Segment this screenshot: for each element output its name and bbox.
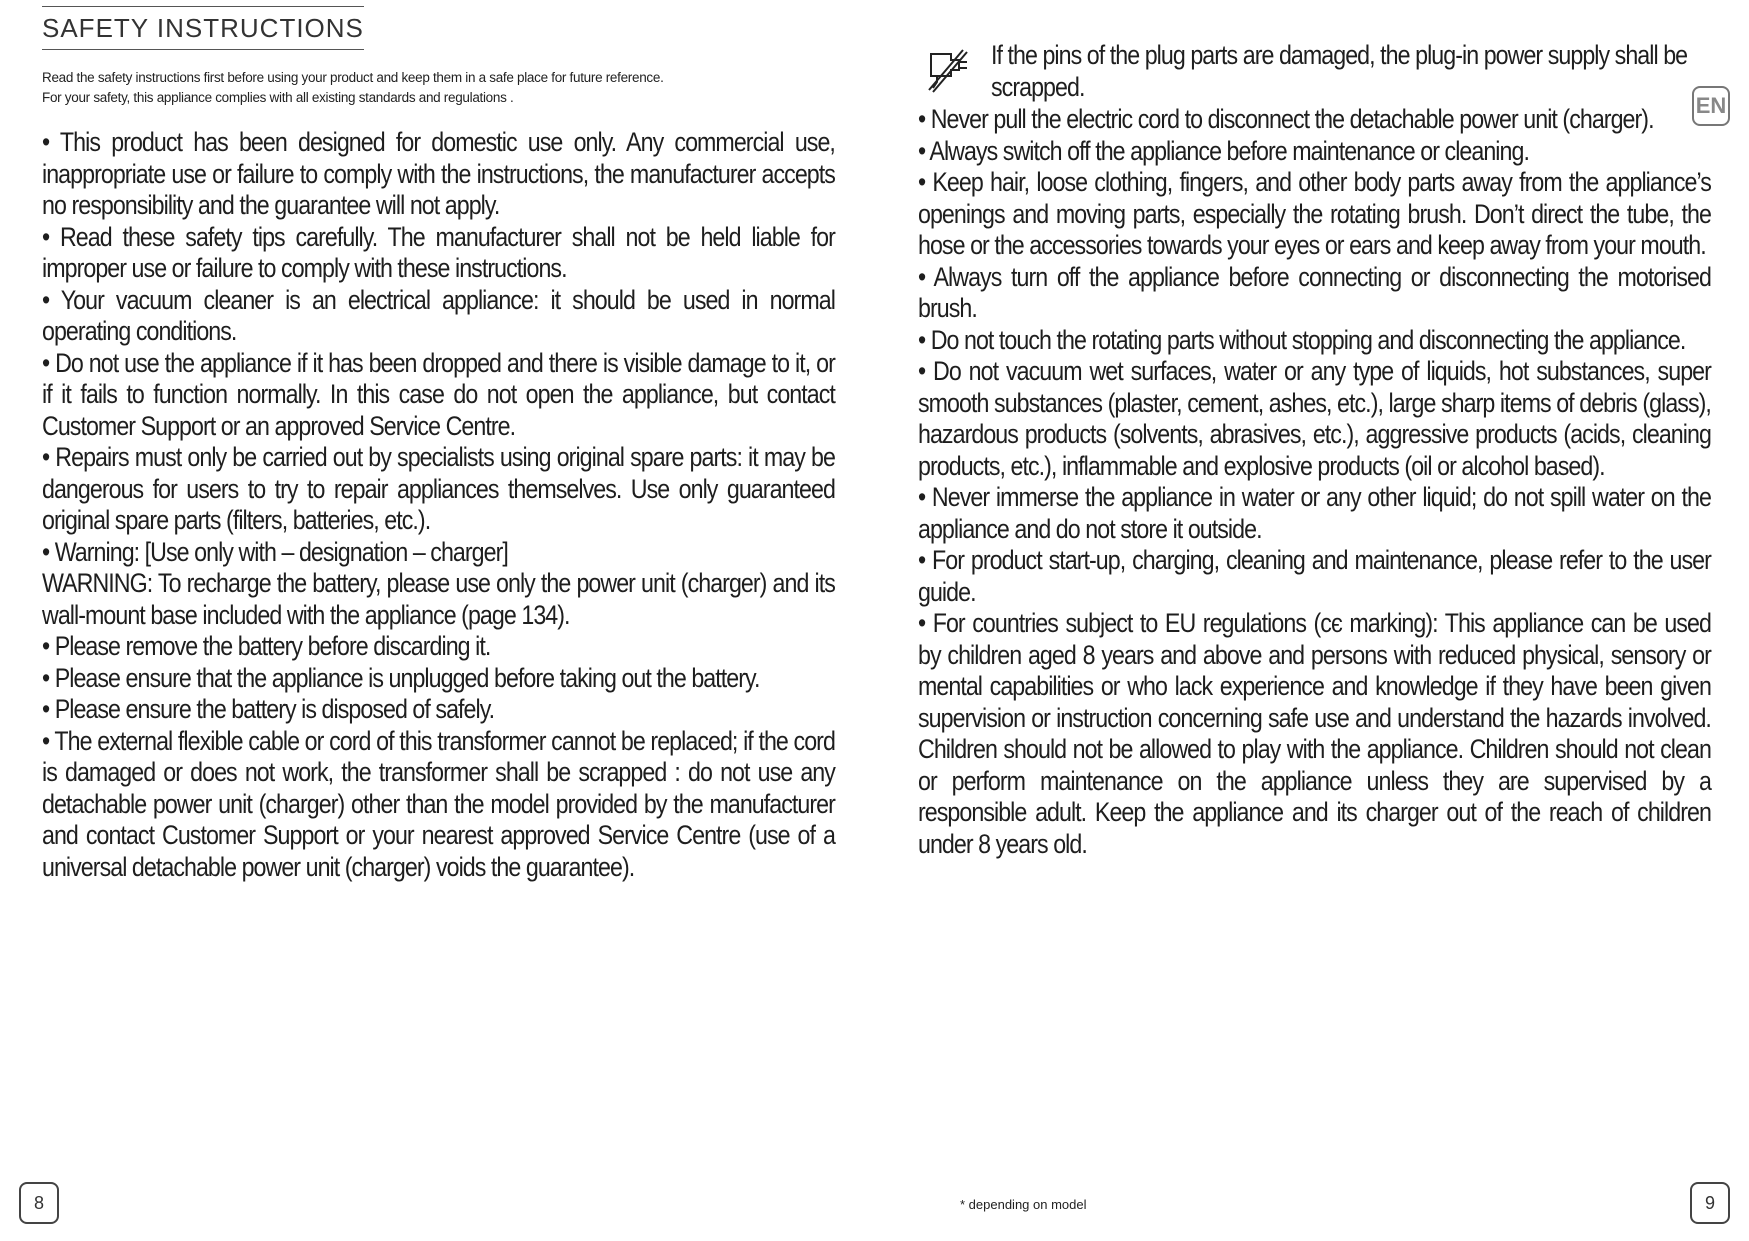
language-badge: EN: [1692, 86, 1730, 126]
instruction-paragraph: • Repairs must only be carried out by specialists using original spare parts: it may be dangerous for users to try to repair appliances themselves. Use only guaranteed original spare parts (filters, batteries, etc.).: [42, 442, 835, 535]
right-instructions: [918, 104, 1711, 860]
intro-line: For your safety, this appliance complies with all existing standards and regulations .: [42, 90, 514, 105]
instruction-paragraph: • This product has been designed for domestic use only. Any commercial use, inappropriate use or failure to comply with the instructions, the manufacturer accepts no responsibility and the guarantee will not apply.: [42, 127, 835, 220]
instruction-paragraph: • Please ensure the battery is disposed of safely.: [42, 694, 495, 724]
instruction-paragraph: • Keep hair, loose clothing, fingers, and other body parts away from the appliance’s openings and moving parts, especially the rotating brush. Don’t direct the tube, the hose or the accessories towards your eyes or ears and keep away from your mouth.: [918, 167, 1711, 260]
left-page: [0, 0, 874, 1241]
instruction-paragraph: • Please remove the battery before discarding it.: [42, 631, 491, 661]
instruction-paragraph: • For product start-up, charging, cleaning and maintenance, please refer to the user guide.: [918, 545, 1711, 607]
instruction-paragraph: • Always switch off the appliance before maintenance or cleaning.: [918, 135, 1529, 166]
notice-text: If the pins of the plug parts are damaged, the plug-in power supply shall be scrapped.: [991, 40, 1688, 102]
instruction-paragraph: • Never pull the electric cord to disconnect the detachable power unit (charger).: [918, 104, 1654, 134]
instruction-paragraph: • Always turn off the appliance before connecting or disconnecting the motorised brush.: [918, 261, 1711, 323]
right-page: [875, 0, 1749, 1241]
damaged-plug-icon: [923, 48, 971, 94]
plug-notice: [923, 40, 1743, 108]
warning-paragraph: WARNING: To recharge the battery, please use only the power unit (charger) and its wall-mount base included with the appliance (page 134).: [42, 568, 835, 630]
page-number-right: 9: [1690, 1182, 1730, 1224]
page-number-left: 8: [19, 1182, 59, 1224]
instruction-paragraph: • The external flexible cable or cord of this transformer cannot be replaced; if the cord is damaged or does not work, the transformer shall be scrapped : do not use any detachable power unit (charger) other than the model provided by the manufacturer and contact Customer Support or your nearest approved Service Centre (use of a universal detachable power unit (charger) voids the guarantee).: [42, 725, 835, 882]
instruction-paragraph: • Do not touch the rotating parts without stopping and disconnecting the appliance.: [918, 324, 1686, 355]
intro-text: [42, 68, 842, 108]
instruction-paragraph: • Never immerse the appliance in water or any other liquid; do not spill water on the appliance and do not store it outside.: [918, 482, 1711, 544]
instruction-paragraph: • Please ensure that the appliance is unplugged before taking out the battery.: [42, 662, 760, 693]
instruction-paragraph: • Warning: [Use only with – designation – charger]: [42, 536, 508, 567]
intro-line: Read the safety instructions first before using your product and keep them in a safe place for future reference.: [42, 70, 664, 85]
instruction-paragraph: • Do not use the appliance if it has been dropped and there is visible damage to it, or if it fails to function normally. In this case do not open the appliance, but contact Customer Support or an approved Service Centre.: [42, 347, 835, 441]
instruction-paragraph: • For countries subject to EU regulations (cє marking): This appliance can be used by children aged 8 years and above and persons with reduced physical, sensory or mental capabilities or who lack experience and knowledge if they have been given supervision or instruction concerning safe use and understand the hazards involved. Children should not be allowed to play with the appliance. Children should not clean or perform maintenance on the appliance unless they are supervised by a responsible adult. Keep the appliance and its charger out of the reach of children under 8 years old.: [918, 608, 1711, 859]
footnote: * depending on model: [960, 1197, 1087, 1212]
instruction-paragraph: • Read these safety tips carefully. The manufacturer shall not be held liable for improper use or failure to comply with these instructions.: [42, 221, 835, 283]
left-instructions: [42, 127, 835, 883]
section-title: SAFETY INSTRUCTIONS: [42, 6, 364, 50]
instruction-paragraph: • Your vacuum cleaner is an electrical appliance: it should be used in normal operating conditions.: [42, 284, 835, 346]
instruction-paragraph: • Do not vacuum wet surfaces, water or any type of liquids, hot substances, super smooth substances (plaster, cement, ashes, etc.), large sharp items of debris (glass), hazardous products (solvents, abrasives, etc.), aggressive products (acids, cleaning products, etc.), inflammable and explosive products (oil or alcohol based).: [918, 356, 1711, 481]
